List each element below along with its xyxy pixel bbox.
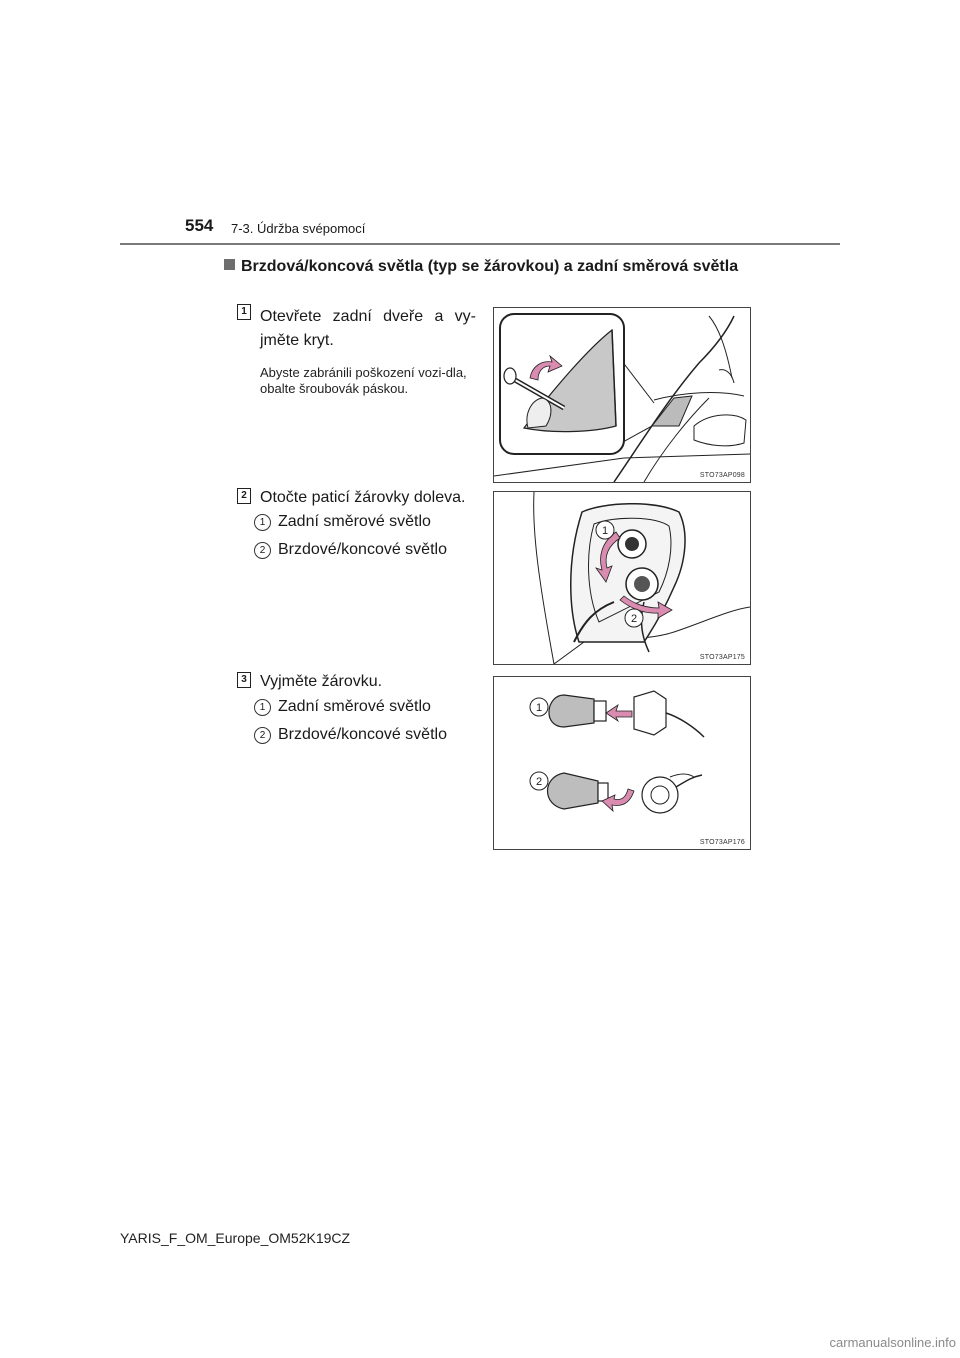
step-3-text: Vyjměte žárovku.: [260, 673, 383, 690]
list-item: [254, 512, 474, 532]
callout-1: 1: [601, 525, 609, 537]
step-number-2: 2: [237, 488, 251, 504]
step-2-text: Otočte paticí žárovky doleva.: [260, 489, 466, 506]
list-item: [254, 540, 474, 560]
figure-2-drawing: [494, 492, 750, 664]
page-number: 554: [185, 216, 214, 235]
figure-open-door-remove-cover: [493, 307, 751, 483]
callout-2: 2: [535, 776, 543, 788]
callout-number: 1: [254, 514, 271, 531]
figure-code: STO73AP098: [699, 472, 745, 479]
figure-1-drawing: [494, 308, 750, 482]
callout-2: 2: [630, 613, 638, 625]
watermark: carmanualsonline.info: [829, 1335, 956, 1350]
figure-code: STO73AP175: [699, 654, 745, 661]
heading-text: Brzdová/koncová světla (typ se žárovkou) a zadní směrová světla: [241, 258, 739, 275]
header-divider: [120, 243, 840, 245]
callout-number: 2: [254, 727, 271, 744]
callout-1: 1: [535, 702, 543, 714]
step-number-1: 1: [237, 304, 251, 320]
list-item-label: Zadní směrové světlo: [278, 698, 431, 715]
list-item-label: Brzdové/koncové světlo: [278, 726, 447, 743]
section-title: 7-3. Údržba svépomocí: [231, 221, 366, 236]
figure-3-drawing: [494, 677, 750, 849]
step-number-3: 3: [237, 672, 251, 688]
callout-number: 2: [254, 542, 271, 559]
figure-rotate-bulb-socket: [493, 491, 751, 665]
figure-remove-bulb: [493, 676, 751, 850]
figure-code: STO73AP176: [699, 839, 745, 846]
step-1-text: Otevřete zadní dveře a vy-jměte kryt.: [260, 308, 476, 349]
list-item-label: Zadní směrové světlo: [278, 513, 431, 530]
list-item: [254, 697, 474, 717]
list-item-label: Brzdové/koncové světlo: [278, 541, 447, 558]
callout-number: 1: [254, 699, 271, 716]
procedure-heading: [224, 255, 746, 279]
heading-square-icon: [224, 259, 235, 270]
document-footer: YARIS_F_OM_Europe_OM52K19CZ: [120, 1230, 351, 1246]
list-item: [254, 725, 474, 745]
step-1-note: Abyste zabránili poškození vozi-dla, obalte šroubovák páskou.: [260, 365, 467, 396]
